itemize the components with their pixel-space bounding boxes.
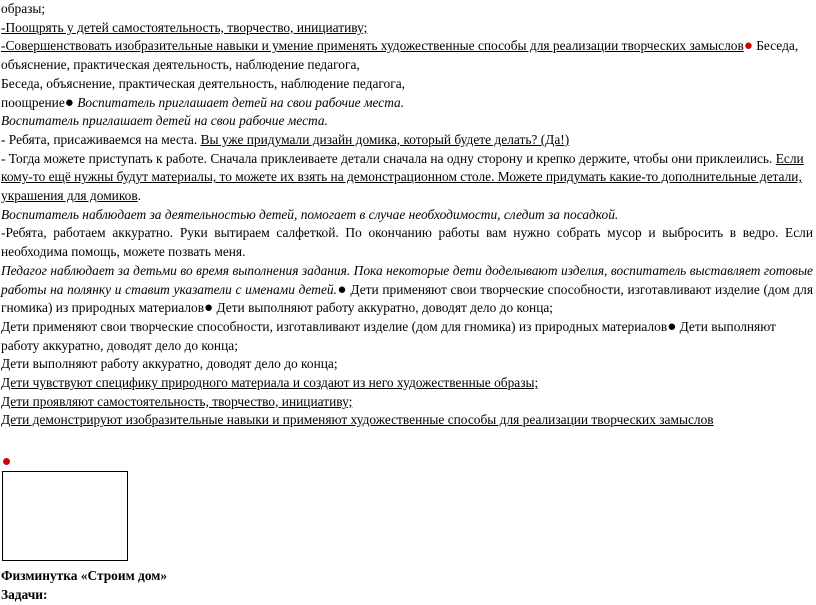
text-span: образы; — [1, 1, 46, 16]
text-span: Воспитатель приглашает детей на свои рабочие места. — [1, 113, 328, 129]
text-line — [1, 393, 813, 412]
bullet-icon: ● — [64, 94, 74, 111]
text-span: Воспитатель приглашает детей на свои рабочие места. — [73, 94, 405, 110]
red-bullet-icon — [3, 458, 10, 465]
bullet-icon: ● — [336, 281, 347, 298]
text-span: -Ребята, работаем аккуратно. Руки вытираем салфеткой. По окончанию работы вам нужно собрать мусор и выбросить в ведро. Если необходима помощь, можете позвать меня. — [1, 225, 813, 260]
text-line — [1, 411, 813, 430]
text-line — [1, 355, 813, 374]
text-line — [1, 19, 813, 38]
text-span: поощрение — [1, 94, 65, 110]
paragraph — [1, 150, 813, 206]
text-line — [1, 0, 813, 19]
text-span: Беседа, — [752, 38, 799, 54]
bullet-icon: ● — [204, 300, 214, 317]
text-span: Педагог наблюдает за детьми во время выполнения задания. Пока некоторые дети доделывают изделия, воспитатель выставляет готовые работы на полянку и ставит указатели с именами детей. — [1, 262, 813, 297]
text-span: Дети выполняют работу аккуратно, доводят дело до конца; — [213, 300, 554, 316]
text-span: . — [137, 188, 142, 204]
text-line — [1, 112, 813, 131]
text-span: - Ребята, присаживаемся на места. — [1, 131, 201, 147]
text-span: Дети чувствуют специфику природного материала и создают из него художественные образы; — [1, 375, 539, 391]
text-line — [1, 131, 813, 150]
text-line — [1, 206, 813, 225]
paragraph — [1, 224, 813, 261]
text-line — [1, 75, 813, 94]
paragraph — [1, 262, 813, 318]
text-span: Дети выполняют работу аккуратно, доводят дело до конца; — [1, 318, 776, 353]
text-span: Дети применяют свои творческие способности, изготавливают изделие (дом для гномика) из природных материалов — [1, 281, 813, 316]
tasks-label — [1, 586, 813, 605]
text-line — [1, 374, 813, 393]
text-span: Вы уже придумали дизайн домика, который будете делать? (Да!) — [200, 131, 570, 147]
red-bullet-icon: ● — [743, 38, 753, 55]
text-span: Дети применяют свои творческие способности, изготавливают изделие (дом для гномика) из природных материалов — [1, 318, 668, 334]
text-span: Дети демонстрируют изобразительные навыки и применяют художественные способы для реализации творческих замыслов — [1, 412, 714, 428]
section-heading — [1, 567, 813, 586]
text-span: Задачи: — [1, 586, 48, 602]
text-span: -Совершенствовать изобразительные навыки и умение применять художественные способы для реализации творческих замыслов — [1, 38, 744, 54]
spacer — [1, 430, 813, 452]
text-span: Физминутка «Строим дом» — [1, 568, 168, 584]
text-span: -Поощрять у детей самостоятельность, творчество, инициативу; — [1, 19, 368, 35]
text-span: - Тогда можете приступать к работе. Сначала приклеиваете детали сначала на одну сторону и крепко держите, чтобы они приклеились. — [1, 150, 776, 166]
paragraph — [1, 318, 813, 355]
text-line — [1, 94, 813, 113]
image-placeholder — [2, 471, 128, 561]
text-span: Дети проявляют самостоятельность, творчество, инициативу; — [1, 393, 353, 409]
bullet-icon: ● — [667, 318, 677, 335]
text-span: Воспитатель наблюдает за деятельностью детей, помогает в случае необходимости, следит за посадкой. — [1, 206, 619, 222]
text-span: Дети выполняют работу аккуратно, доводят дело до конца; — [1, 356, 338, 372]
text-span: Беседа, объяснение, практическая деятельность, наблюдение педагога, — [1, 75, 406, 91]
text-line — [1, 37, 813, 56]
text-span: Если кому-то ещё нужны будут материалы, то можете их взять на демонстрационном столе. Можете придумать какие-то дополнительные детали, украшения для домиков — [1, 150, 804, 204]
text-span: объяснение, практическая деятельность, наблюдение педагога, — [1, 57, 360, 73]
text-line — [1, 56, 813, 75]
